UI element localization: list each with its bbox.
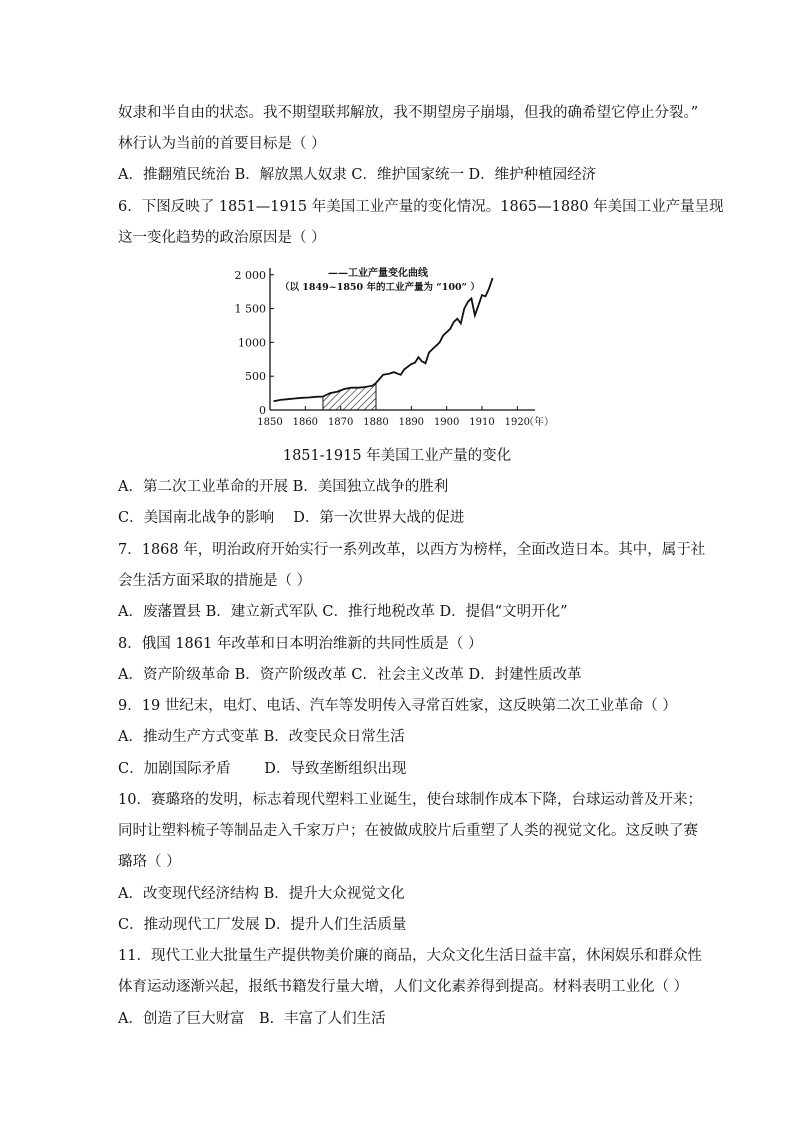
chart-svg [234, 262, 560, 432]
paragraph-line: 体育运动逐渐兴起，报纸书籍发行量大增，人们文化素养得到提高。材料表明工业化（ ） [118, 979, 689, 995]
question-8: 8．俄国 1861 年改革和日本明治维新的共同性质是（ ） [118, 636, 483, 652]
y-tick-label: 1 500 [234, 302, 266, 316]
paragraph-line: 璐珞（ ） [118, 854, 181, 870]
x-tick-label: 1910 [469, 417, 495, 428]
question-10: 10．赛璐珞的发明，标志着现代塑料工业诞生，使台球制作成本下降，台球运动普及开来； [118, 792, 702, 808]
x-tick-label: 1870 [327, 417, 354, 428]
paragraph-line: 同时让塑料梳子等制品走入千家万户；在被做成胶片后重塑了人类的视觉文化。这反映了赛 [118, 823, 698, 839]
x-tick-label: 1900 [433, 417, 460, 428]
options-line: C．加剧国际矛盾 D．导致垄断组织出现 [118, 761, 407, 777]
paragraph-line: 林行认为当前的首要目标是（ ） [118, 136, 326, 152]
paragraph-line: 奴隶和半自由的状态。我不期望联邦解放，我不期望房子崩塌，但我的确希望它停止分裂。” [118, 105, 699, 121]
question-7: 7．1868 年，明治政府开始实行一系列改革，以西方为榜样，全面改造日本。其中，属于社 [118, 542, 706, 558]
options-line: A．推动生产方式变革 B．改变民众日常生活 [118, 729, 405, 745]
x-tick-label: 1920 [504, 417, 531, 428]
question-9: 9．19 世纪末，电灯、电话、汽车等发明传入寻常百姓家，这反映第二次工业革命（ ） [118, 698, 677, 714]
paragraph-line: 会生活方面采取的措施是（ ） [118, 573, 312, 589]
industrial-output-chart [234, 262, 560, 432]
options-line: A．推翻殖民统治 B．解放黑人奴隶 C．维护国家统一 D．维护种植园经济 [118, 167, 597, 183]
x-tick-label: 1860 [292, 417, 319, 428]
x-tick-label: 1880 [363, 417, 389, 428]
y-tick-label: 2 000 [234, 268, 266, 282]
legend-label: ——工业产量变化曲线 [328, 268, 428, 279]
output-series-line [274, 278, 493, 401]
options-line: A．改变现代经济结构 B．提升大众视觉文化 [118, 886, 405, 902]
options-line: A．第二次工业革命的开展 B．美国独立战争的胜利 [118, 479, 449, 495]
x-unit-label: （年） [524, 417, 554, 428]
options-line: A．废藩置县 B．建立新式军队 C．推行地税改革 D．提倡“文明开化” [118, 604, 568, 620]
y-tick-label: 1000 [238, 336, 266, 350]
x-tick-label: 1890 [398, 417, 425, 428]
options-line: C．推动现代工厂发展 D．提升人们生活质量 [118, 917, 407, 933]
y-tick-label: 0 [259, 404, 266, 417]
options-line: A．创造了巨大财富 B．丰富了人们生活 [118, 1011, 386, 1027]
options-line: C．美国南北战争的影响 D．第一次世界大战的促进 [118, 510, 465, 526]
paragraph-line: 这一变化趋势的政治原因是（ ） [118, 230, 326, 246]
x-tick-label: 1850 [257, 417, 283, 428]
y-tick-label: 500 [245, 370, 266, 384]
legend-note: （以 1849~1850 年的工业产量为 “100” ） [280, 282, 480, 293]
options-line: A．资产阶级革命 B．资产阶级改革 C．社会主义改革 D．封建性质改革 [118, 667, 582, 683]
question-6: 6．下图反映了 1851—1915 年美国工业产量的变化情况。1865—1880 年美国工业产量呈现 [118, 199, 724, 215]
question-11: 11．现代工业大批量生产提供物美价廉的商品，大众文化生活日益丰富，休闲娱乐和群众性 [118, 948, 702, 964]
chart-caption: 1851-1915 年美国工业产量的变化 [282, 448, 512, 464]
